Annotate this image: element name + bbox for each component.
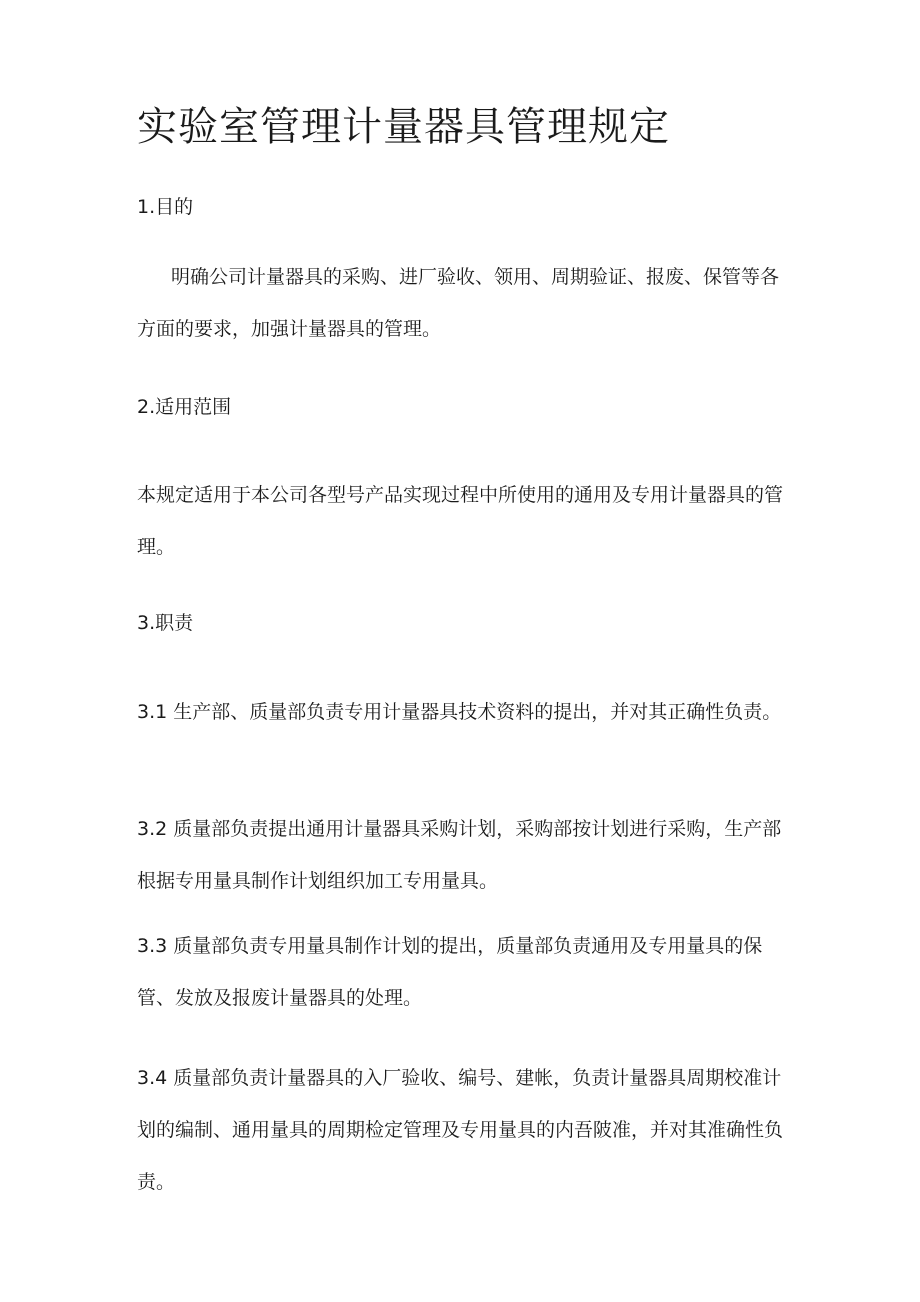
section-heading-responsibilities: 3.职责	[137, 612, 194, 634]
responsibility-item-3-3: 3.3 质量部负责专用量具制作计划的提出，质量部负责通用及专用量具的保管、发放及报废计量器具的处理。	[137, 935, 763, 1009]
responsibility-item-3-4: 3.4 质量部负责计量器具的入厂验收、编号、建帐，负责计量器具周期校准计划的编制、通用量具的周期检定管理及专用量具的内吾陂准，并对其准确性负责。	[137, 1067, 784, 1193]
section-heading-scope: 2.适用范围	[137, 396, 232, 418]
section-body-purpose: 明确公司计量器具的采购、进厂验收、领用、周期验证、报废、保管等各方面的要求，加强计量器具的管理。	[137, 266, 780, 340]
responsibility-item-3-1: 3.1 生产部、质量部负责专用计量器具技术资料的提出，并对其正确性负责。	[137, 701, 782, 723]
responsibility-item-3-2: 3.2 质量部负责提出通用计量器具采购计划，采购部按计划进行采购，生产部根据专用量具制作计划组织加工专用量具。	[137, 818, 782, 892]
section-heading-purpose: 1.目的	[137, 196, 194, 218]
document-title: 实验室管理计量器具管理规定	[137, 104, 670, 150]
section-body-scope: 本规定适用于本公司各型号产品实现过程中所使用的通用及专用计量器具的管理。	[137, 484, 784, 558]
